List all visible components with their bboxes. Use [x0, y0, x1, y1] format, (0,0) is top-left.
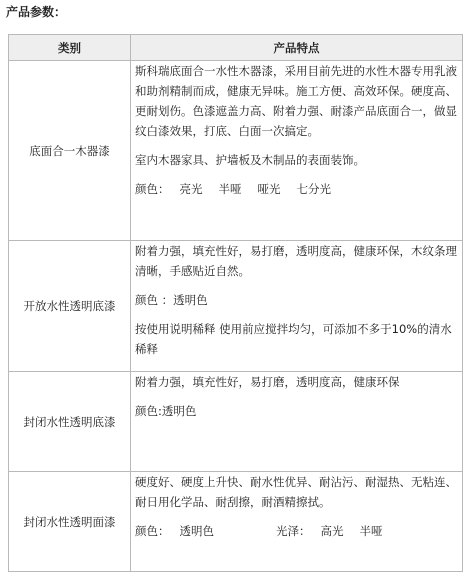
header-category: 类别	[9, 35, 131, 61]
table-row	[9, 241, 463, 372]
colors-label: 颜色：	[135, 182, 170, 196]
product-color: 颜色 ：透明色	[135, 293, 208, 307]
product-name: 底面合一木器漆	[9, 61, 131, 241]
product-features	[131, 241, 463, 372]
product-name: 开放水性透明底漆	[9, 241, 131, 372]
product-name: 封闭水性透明底漆	[9, 372, 131, 472]
table-header-row	[9, 35, 463, 61]
table-row	[9, 372, 463, 472]
color-option: 七分光	[296, 182, 331, 196]
product-spec-table	[8, 34, 463, 572]
gloss-label: 光泽：	[276, 524, 311, 538]
product-features	[131, 472, 463, 572]
product-name: 封闭水性透明面漆	[9, 472, 131, 572]
table-row	[9, 472, 463, 572]
product-features	[131, 61, 463, 241]
header-features: 产品特点	[131, 35, 463, 61]
product-color-gloss	[135, 521, 458, 541]
product-color: 颜色:透明色	[135, 404, 197, 418]
gloss-option: 半哑	[359, 524, 383, 538]
color-value: 透明色	[179, 524, 214, 538]
product-features	[131, 372, 463, 472]
product-colors	[135, 179, 458, 199]
color-option: 半哑	[218, 182, 242, 196]
product-description: 附着力强，填充性好，易打磨，透明度高，健康环保，木纹条理清晰，手感贴近自然。	[135, 244, 457, 278]
product-description: 附着力强，填充性好，易打磨，透明度高，健康环保	[135, 375, 400, 389]
table-row	[9, 61, 463, 241]
product-description: 硬度好、硬度上升快、耐水性优异、耐沾污、耐湿热、无粘连、耐日用化学品、耐刮擦，耐酒精擦拭。	[135, 475, 457, 509]
colors-label: 颜色：	[135, 524, 170, 538]
color-option: 哑光	[257, 182, 281, 196]
gloss-option: 高光	[320, 524, 344, 538]
product-note: 按使用说明稀释 使用前应搅拌均匀，可添加不多于10%的清水稀释	[135, 322, 452, 356]
product-usage: 室内木器家具、护墙板及木制品的表面装饰。	[135, 153, 365, 167]
product-description: 斯科瑞底面合一水性木器漆，采用目前先进的水性木器专用乳液和助剂精制而成，健康无异味。施工方便、高效环保。硬度高、更耐划伤。色漆遮盖力高、附着力强、耐漆产品底面合一，做显纹白漆效果，打底、白面一次搞定。	[135, 64, 457, 138]
color-option: 亮光	[179, 182, 203, 196]
section-heading: 产品参数：	[6, 5, 67, 19]
